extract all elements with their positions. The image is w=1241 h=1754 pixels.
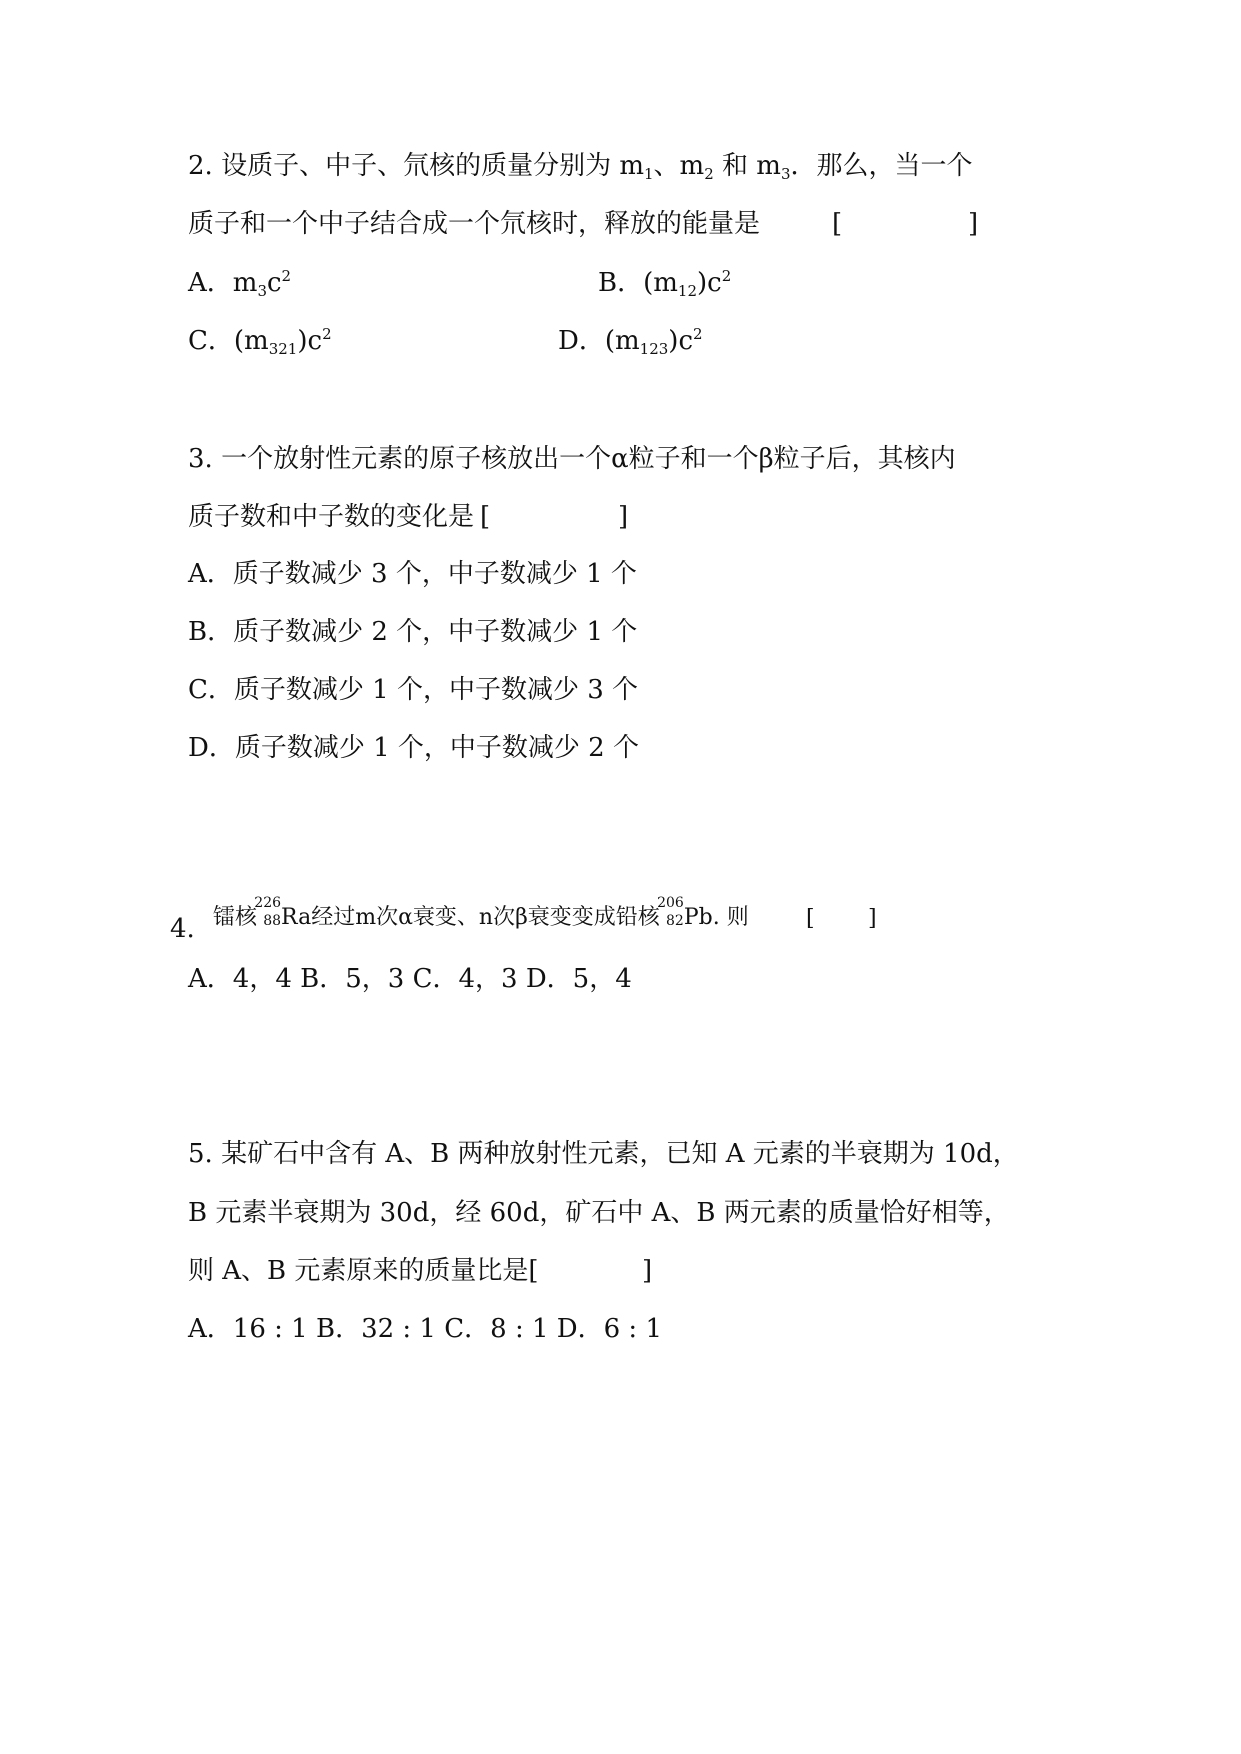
q5-line3: 则 A、B 元素原来的质量比是[	[188, 1256, 539, 1286]
q3-option-c[interactable]: C．质子数减少 1 个，中子数减少 3 个	[188, 675, 639, 705]
q2-line2: 质子和一个中子结合成一个氘核时，释放的能量是	[188, 209, 761, 239]
q5-line2: B 元素半衰期为 30d，经 60d，矿石中 A、B 两元素的质量恰好相等，	[188, 1198, 1010, 1228]
q5-bracket-close: ]	[642, 1256, 653, 1286]
q2-option-c[interactable]: C．$(m_{321})c^2$	[188, 325, 332, 358]
q4-bracket-open: [	[806, 906, 815, 931]
q2-option-d[interactable]: D．$(m_{123})c^2$	[558, 325, 703, 358]
q3-line1: 3. 一个放射性元素的原子核放出一个α粒子和一个β粒子后，其核内	[188, 444, 956, 474]
q4-bracket-close: ]	[868, 906, 877, 931]
q3-option-b[interactable]: B．质子数减少 2 个，中子数减少 1 个	[188, 617, 638, 647]
radium-nuclide: 226 88	[254, 895, 282, 929]
q5-options[interactable]: A．16 : 1 B．32 : 1 C．8 : 1 D．6 : 1	[188, 1314, 662, 1344]
lead-nuclide: 206 82	[657, 895, 684, 929]
q5-line1: 5. 某矿石中含有 A、B 两种放射性元素，已知 A 元素的半衰期为 10d，	[188, 1139, 1019, 1169]
q3-bracket-open: [	[480, 502, 491, 532]
q2-line1: 2. 设质子、中子、氘核的质量分别为 $m_1$、$m_2$ 和 $m_3$．那么，当一个	[188, 151, 973, 183]
q3-line2: 质子数和中子数的变化是	[188, 502, 475, 532]
q2-bracket-open: [	[832, 209, 843, 239]
q3-option-a[interactable]: A．质子数减少 3 个，中子数减少 1 个	[188, 559, 637, 589]
q3-bracket-close: ]	[618, 502, 629, 532]
q4-question-text: 镭核 226 88 Ra经过m次α衰变、n次β衰变变成铅核 206 82 Pb. 则	[213, 895, 749, 930]
q3-option-d[interactable]: D．质子数减少 1 个，中子数减少 2 个	[188, 733, 639, 763]
q2-option-b[interactable]: B．$(m_{12})c^2$	[598, 267, 732, 300]
q2-option-a[interactable]: A．$m_3c^2$	[188, 267, 292, 300]
q4-options[interactable]: A．4，4 B．5，3 C．4，3 D．5，4	[188, 964, 632, 994]
q2-bracket-close: ]	[968, 209, 979, 239]
q4-number: 4.	[170, 914, 195, 944]
